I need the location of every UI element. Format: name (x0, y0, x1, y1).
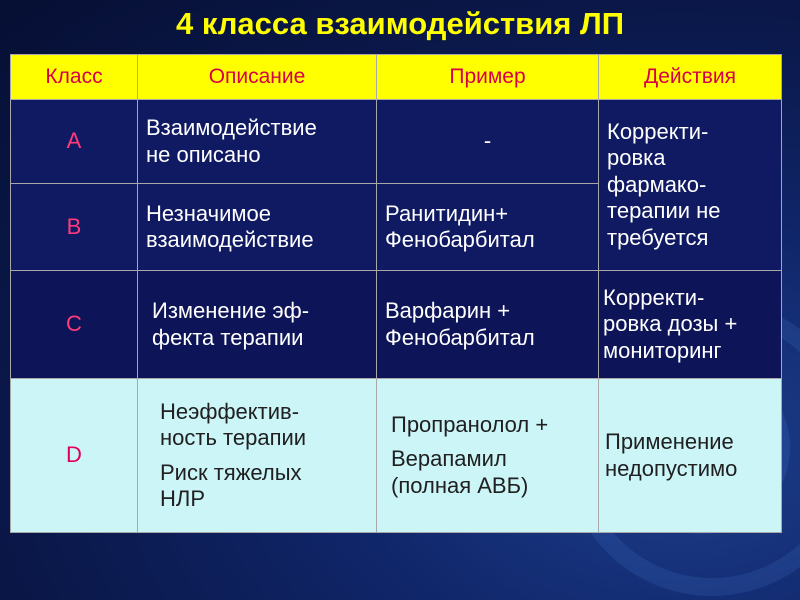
class-c: C (11, 271, 138, 379)
description-a-line-2: не описано (146, 141, 261, 167)
example-d-line-1: Пропранолол + (391, 411, 549, 437)
description-d (138, 379, 377, 533)
description-d-line-3: Риск тяжелых (160, 459, 302, 485)
description-b-line-2: взаимодействие (146, 227, 314, 252)
table-row-c (11, 271, 782, 379)
description-b (138, 184, 377, 271)
description-a (138, 100, 377, 184)
header-actions: Действия (599, 55, 782, 100)
class-a: A (11, 100, 138, 184)
description-c (138, 271, 377, 379)
actions-ab-line-1: Корректи- (607, 119, 709, 145)
class-d: D (11, 379, 138, 533)
example-d (377, 379, 599, 533)
actions-d (599, 379, 782, 533)
slide-title: 4 класса взаимодействия ЛП (175, 6, 625, 41)
actions-ab-line-5: требуется (607, 224, 709, 250)
table-row-a (11, 100, 782, 184)
header-class: Класс (11, 55, 138, 100)
header-example: Пример (377, 55, 599, 100)
class-b: B (11, 184, 138, 271)
actions-c (599, 271, 782, 379)
description-d-line-2: ность терапии (160, 425, 307, 451)
description-c-line-2: фекта терапии (152, 324, 304, 350)
table-header-row (11, 55, 782, 100)
actions-c-line-2: ровка дозы + (603, 311, 738, 337)
example-c-line-2: Фенобарбитал (385, 324, 535, 350)
example-d-line-3: (полная АВБ) (391, 472, 529, 498)
description-a-line-1: Взаимодействие (146, 115, 317, 141)
example-a: - (377, 100, 599, 184)
table-row-d (11, 379, 782, 533)
header-description: Описание (138, 55, 377, 100)
example-c (377, 271, 599, 379)
actions-ab-line-4: терапии не (607, 198, 721, 224)
actions-d-line-1: Применение (605, 429, 734, 455)
actions-ab-line-2: ровка (607, 145, 666, 171)
example-d-line-2: Верапамил (391, 446, 507, 472)
description-b-line-1: Незначимое (146, 200, 271, 226)
interaction-classes-table (10, 54, 782, 533)
actions-d-line-2: недопустимо (605, 455, 738, 481)
actions-c-line-3: мониторинг (603, 337, 722, 363)
description-c-line-1: Изменение эф- (152, 298, 310, 324)
actions-c-line-1: Корректи- (603, 284, 705, 310)
example-b (377, 184, 599, 271)
actions-ab (599, 100, 782, 271)
example-b-line-2: Фенобарбитал (385, 227, 535, 252)
description-d-line-4: НЛР (160, 485, 205, 511)
example-b-line-1: Ранитидин+ (385, 200, 509, 226)
actions-ab-line-3: фармако- (607, 171, 707, 197)
description-d-line-1: Неэффектив- (160, 398, 300, 424)
example-c-line-1: Варфарин + (385, 298, 511, 324)
